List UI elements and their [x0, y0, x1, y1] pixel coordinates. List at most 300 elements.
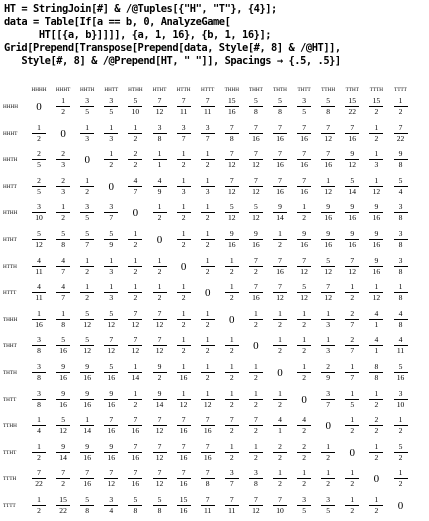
fraction-numerator: 3	[205, 122, 210, 132]
fraction-numerator: 1	[85, 175, 90, 185]
grid-cell-fraction	[271, 416, 289, 435]
fraction-denominator: 22	[35, 479, 43, 489]
grid-cell-fraction	[247, 416, 265, 435]
fraction-numerator: 9	[61, 362, 65, 371]
fraction-denominator: 11	[35, 293, 43, 303]
fraction-denominator: 16	[252, 133, 260, 143]
fraction-denominator: 5	[85, 213, 90, 223]
fraction-numerator: 9	[85, 441, 90, 451]
fraction-numerator: 1	[181, 282, 186, 292]
fraction-denominator: 8	[37, 346, 41, 356]
fraction-denominator: 2	[278, 452, 282, 462]
grid-cell-fraction	[126, 416, 144, 435]
fraction-denominator: 16	[300, 240, 308, 249]
fraction-numerator: 9	[229, 229, 234, 238]
fraction-denominator: 2	[229, 426, 234, 436]
fraction-denominator: 12	[83, 346, 91, 356]
fraction-numerator: 3	[398, 255, 403, 265]
fraction-numerator: 7	[302, 175, 306, 185]
column-header: HHHT	[55, 87, 71, 93]
grid-cell-fraction	[175, 230, 193, 249]
grid-cell-fraction	[102, 416, 120, 435]
fraction-numerator: 3	[157, 122, 162, 132]
grid-cell-fraction	[102, 363, 120, 382]
fraction-numerator: 1	[302, 362, 306, 371]
grid-cell-fraction	[30, 390, 48, 409]
fraction-numerator: 1	[253, 441, 258, 451]
row-header: HTHH	[3, 210, 18, 217]
grid-cell-fraction	[271, 150, 289, 169]
fraction-denominator: 10	[276, 506, 284, 515]
row-header: TTTT	[3, 503, 16, 509]
fraction-denominator: 16	[83, 452, 91, 462]
grid-cell-fraction	[54, 97, 72, 116]
grid-cell-fraction	[343, 390, 361, 409]
fraction-denominator: 5	[326, 506, 331, 515]
fraction-numerator: 4	[398, 308, 403, 318]
fraction-denominator: 5	[350, 399, 355, 409]
fraction-denominator: 8	[278, 107, 282, 116]
fraction-denominator: 16	[131, 452, 140, 462]
fraction-denominator: 8	[157, 133, 162, 143]
fraction-numerator: 9	[350, 202, 355, 212]
grid-cell-fraction	[295, 363, 313, 382]
fraction-numerator: 5	[398, 441, 403, 451]
fraction-numerator: 1	[350, 362, 355, 371]
fraction-numerator: 1	[278, 229, 282, 238]
fraction-numerator: 3	[181, 122, 186, 132]
fraction-denominator: 2	[181, 346, 186, 356]
grid-cell-fraction	[126, 230, 144, 249]
fraction-numerator: 5	[133, 495, 138, 504]
grid-cell-fraction	[247, 124, 265, 143]
fraction-denominator: 16	[300, 186, 308, 196]
grid-cell-fraction	[175, 496, 193, 515]
fraction-denominator: 7	[61, 293, 65, 303]
fraction-denominator: 2	[181, 213, 186, 223]
grid-cell-fraction	[54, 257, 72, 276]
grid-cell-fraction	[343, 177, 361, 196]
grid-cell-fraction	[126, 124, 144, 143]
fraction-numerator: 1	[133, 229, 138, 238]
fraction-denominator: 8	[37, 399, 41, 409]
grid-cell-fraction	[54, 390, 72, 409]
fraction-numerator: 7	[85, 468, 90, 478]
fraction-numerator: 7	[278, 149, 282, 159]
grid-cell-fraction	[392, 336, 410, 355]
fraction-numerator: 5	[61, 335, 65, 345]
fraction-denominator: 8	[398, 240, 403, 249]
grid-cell-fraction	[102, 390, 120, 409]
grid-cell-fraction	[271, 177, 289, 196]
fraction-numerator: 1	[326, 441, 331, 451]
fraction-denominator: 2	[326, 479, 331, 489]
fraction-denominator: 12	[228, 186, 236, 196]
column-header: TTHH	[321, 87, 336, 93]
column-header: THHH	[224, 87, 239, 93]
fraction-numerator: 1	[326, 175, 331, 185]
fraction-denominator: 7	[326, 399, 331, 409]
column-header: HHHH	[31, 87, 47, 93]
fraction-numerator: 1	[85, 415, 90, 425]
fraction-numerator: 7	[326, 149, 331, 159]
grid-cell-fraction	[295, 336, 313, 355]
fraction-denominator: 12	[107, 479, 116, 489]
fraction-numerator: 1	[205, 362, 210, 371]
grid-cell-fraction	[223, 177, 241, 196]
fraction-denominator: 8	[374, 373, 379, 382]
grid-cell-fraction	[151, 150, 169, 169]
fraction-numerator: 1	[181, 388, 186, 398]
fraction-denominator: 2	[374, 452, 379, 462]
fraction-numerator: 7	[181, 415, 186, 425]
fraction-denominator: 5	[302, 506, 306, 515]
grid-cell-fraction	[151, 283, 169, 302]
fraction-denominator: 2	[37, 506, 41, 515]
fraction-numerator: 3	[398, 229, 403, 238]
fraction-denominator: 7	[229, 479, 234, 489]
fraction-denominator: 2	[205, 319, 210, 329]
fraction-numerator: 7	[278, 175, 282, 185]
fraction-numerator: 2	[61, 149, 65, 159]
fraction-denominator: 2	[229, 293, 234, 303]
grid-cell-fraction	[78, 336, 96, 355]
fraction-numerator: 3	[109, 202, 114, 212]
grid-cell-fraction	[367, 203, 385, 222]
fraction-denominator: 12	[252, 186, 260, 196]
grid-cell-fraction	[126, 150, 144, 169]
grid-cell-zero: 0	[229, 313, 235, 326]
grid-cell-fraction	[392, 416, 410, 435]
grid-cell-fraction	[151, 443, 169, 462]
grid-cell-fraction	[295, 97, 313, 116]
fraction-numerator: 1	[181, 149, 186, 159]
grid-cell-fraction	[199, 310, 217, 329]
fraction-denominator: 11	[179, 107, 188, 116]
fraction-denominator: 7	[85, 240, 90, 249]
fraction-numerator: 5	[229, 202, 234, 212]
grid-cell-fraction	[319, 203, 337, 222]
fraction-numerator: 1	[253, 388, 258, 398]
grid-cell-fraction	[175, 390, 193, 409]
grid-cell-fraction	[151, 257, 169, 276]
fraction-numerator: 1	[302, 335, 306, 345]
fraction-denominator: 2	[398, 107, 403, 116]
fraction-numerator: 1	[374, 495, 379, 504]
fraction-numerator: 1	[109, 255, 114, 265]
grid-cell-fraction	[343, 150, 361, 169]
grid-cell-fraction	[175, 283, 193, 302]
fraction-denominator: 2	[229, 373, 234, 382]
column-header: THTH	[273, 87, 287, 93]
grid-cell-fraction	[175, 124, 193, 143]
fraction-numerator: 5	[109, 362, 114, 371]
fraction-denominator: 16	[276, 160, 284, 170]
fraction-denominator: 10	[131, 107, 140, 116]
grid-cell-fraction	[295, 124, 313, 143]
grid-cell-fraction	[78, 416, 96, 435]
grid-cell-fraction	[392, 283, 410, 302]
column-header: TTTT	[394, 87, 407, 93]
grid-cell-fraction	[223, 496, 241, 515]
fraction-denominator: 5	[302, 107, 306, 116]
fraction-numerator: 1	[181, 175, 186, 185]
fraction-numerator: 3	[37, 202, 41, 212]
fraction-numerator: 9	[109, 388, 114, 398]
grid-cell-fraction	[102, 496, 120, 515]
grid-cell-fraction	[247, 283, 265, 302]
fraction-denominator: 2	[61, 107, 65, 116]
grid-cell-fraction	[199, 416, 217, 435]
grid-cell-fraction	[102, 310, 120, 329]
grid-cell-fraction	[30, 203, 48, 222]
fraction-numerator: 1	[205, 149, 210, 159]
fraction-numerator: 1	[350, 415, 355, 425]
grid-cell-fraction	[319, 390, 337, 409]
fraction-denominator: 8	[61, 240, 65, 249]
fraction-denominator: 8	[253, 107, 258, 116]
grid-cell-fraction	[175, 469, 193, 488]
fraction-denominator: 2	[302, 452, 306, 462]
fraction-numerator: 5	[302, 282, 306, 292]
fraction-numerator: 1	[37, 495, 41, 504]
fraction-denominator: 2	[278, 319, 282, 329]
fraction-numerator: 1	[205, 255, 210, 265]
fraction-numerator: 9	[157, 388, 162, 398]
grid-cell-fraction	[319, 257, 337, 276]
fraction-numerator: 15	[348, 96, 357, 105]
grid-cell-fraction	[319, 443, 337, 462]
fraction-numerator: 1	[205, 175, 210, 185]
fraction-numerator: 5	[326, 255, 331, 265]
fraction-numerator: 9	[85, 388, 90, 398]
grid-cell-fraction	[151, 336, 169, 355]
grid-cell-fraction	[392, 124, 410, 143]
fraction-numerator: 15	[179, 495, 188, 504]
row-header: THTT	[3, 396, 17, 403]
fraction-numerator: 7	[326, 122, 331, 132]
grid-cell-fraction	[78, 230, 96, 249]
fraction-numerator: 3	[37, 388, 41, 398]
grid-cell-fraction	[54, 203, 72, 222]
fraction-denominator: 16	[107, 373, 116, 382]
fraction-denominator: 2	[133, 133, 138, 143]
fraction-denominator: 2	[205, 240, 210, 249]
grid-cell-fraction	[223, 150, 241, 169]
fraction-numerator: 5	[85, 335, 90, 345]
grid-cell-fraction	[175, 310, 193, 329]
fraction-denominator: 16	[228, 107, 236, 116]
fraction-numerator: 3	[302, 495, 306, 504]
fraction-denominator: 11	[228, 506, 236, 515]
fraction-numerator: 1	[61, 96, 65, 105]
fraction-denominator: 2	[374, 107, 379, 116]
fraction-numerator: 1	[374, 388, 379, 398]
column-header: TTTH	[369, 87, 384, 93]
grid-cell-fraction	[30, 336, 48, 355]
fraction-denominator: 2	[157, 293, 162, 303]
fraction-denominator: 2	[229, 452, 234, 462]
fraction-numerator: 3	[85, 96, 90, 105]
fraction-denominator: 11	[396, 346, 405, 356]
row-header: HHHT	[3, 130, 18, 137]
fraction-denominator: 2	[229, 346, 234, 356]
fraction-denominator: 16	[372, 213, 381, 223]
fraction-numerator: 3	[109, 96, 114, 105]
fraction-numerator: 7	[133, 468, 138, 478]
grid-cell-fraction	[199, 469, 217, 488]
fraction-numerator: 9	[350, 149, 355, 159]
fraction-denominator: 2	[398, 426, 403, 436]
code-line: data = Table[If[a == b, 0, AnalyzeGame[	[4, 16, 231, 28]
column-header: HHTH	[79, 87, 95, 93]
fraction-denominator: 3	[374, 160, 379, 170]
fraction-denominator: 16	[179, 426, 188, 436]
fraction-numerator: 7	[157, 96, 162, 105]
fraction-numerator: 4	[398, 335, 403, 345]
fraction-numerator: 1	[181, 308, 186, 318]
fraction-denominator: 16	[252, 240, 260, 249]
fraction-denominator: 2	[133, 240, 138, 249]
fraction-denominator: 2	[229, 399, 234, 409]
fraction-numerator: 7	[205, 96, 210, 105]
grid-cell-fraction	[271, 469, 289, 488]
fraction-numerator: 1	[109, 282, 114, 292]
fraction-denominator: 2	[133, 266, 138, 276]
grid-cell-fraction	[271, 203, 289, 222]
fraction-denominator: 3	[326, 346, 331, 356]
fraction-numerator: 1	[37, 308, 41, 318]
grid-cell-fraction	[30, 443, 48, 462]
fraction-denominator: 12	[59, 426, 67, 436]
grid-cell-fraction	[126, 443, 144, 462]
fraction-denominator: 14	[155, 399, 164, 409]
fraction-denominator: 12	[35, 240, 43, 249]
fraction-denominator: 12	[155, 107, 164, 116]
fraction-numerator: 1	[61, 202, 65, 212]
fraction-numerator: 1	[350, 282, 355, 292]
grid-cell-fraction	[271, 124, 289, 143]
fraction-denominator: 2	[253, 426, 258, 436]
grid-cell-zero: 0	[325, 420, 331, 433]
fraction-denominator: 3	[326, 319, 331, 329]
fraction-denominator: 8	[398, 293, 403, 303]
grid-cell-fraction	[78, 203, 96, 222]
code-input[interactable]	[4, 3, 426, 68]
grid-cell-fraction	[343, 469, 361, 488]
grid-cell-fraction	[392, 150, 410, 169]
fraction-numerator: 7	[326, 282, 331, 292]
grid-cell-fraction	[367, 124, 385, 143]
fraction-denominator: 16	[179, 452, 188, 462]
grid-cell-fraction	[175, 203, 193, 222]
fraction-denominator: 12	[203, 399, 212, 409]
fraction-denominator: 2	[229, 266, 234, 276]
fraction-denominator: 2	[85, 186, 90, 196]
grid-cell-fraction	[295, 469, 313, 488]
grid-cell-fraction	[102, 469, 120, 488]
grid-cell-fraction	[223, 203, 241, 222]
grid-cell-fraction	[199, 443, 217, 462]
grid-cell-fraction	[343, 124, 361, 143]
fraction-denominator: 12	[252, 213, 260, 223]
fraction-denominator: 16	[300, 160, 308, 170]
fraction-denominator: 16	[83, 479, 91, 489]
fraction-numerator: 15	[59, 495, 67, 504]
fraction-numerator: 1	[37, 122, 41, 132]
fraction-numerator: 9	[302, 229, 306, 238]
fraction-numerator: 7	[253, 149, 258, 159]
fraction-denominator: 2	[133, 160, 138, 170]
fraction-denominator: 2	[350, 506, 355, 515]
fraction-numerator: 5	[109, 229, 114, 238]
fraction-numerator: 4	[37, 255, 41, 265]
grid-cell-fraction	[126, 390, 144, 409]
grid-cell-fraction	[223, 469, 241, 488]
fraction-denominator: 14	[131, 373, 140, 382]
fraction-numerator: 1	[205, 388, 210, 398]
fraction-numerator: 9	[326, 229, 331, 238]
fraction-denominator: 12	[83, 319, 91, 329]
grid-cell-fraction	[367, 257, 385, 276]
fraction-numerator: 15	[372, 96, 381, 105]
fraction-denominator: 2	[374, 399, 379, 409]
grid-cell-fraction	[295, 230, 313, 249]
row-header: TTHH	[3, 423, 17, 430]
grid-cell-fraction	[343, 283, 361, 302]
grid-cell-fraction	[223, 336, 241, 355]
fraction-denominator: 8	[37, 373, 41, 382]
fraction-numerator: 5	[350, 175, 355, 185]
fraction-numerator: 9	[374, 202, 379, 212]
fraction-denominator: 12	[179, 399, 188, 409]
grid-cell-fraction	[343, 230, 361, 249]
fraction-numerator: 7	[205, 495, 210, 504]
grid-cell-fraction	[126, 496, 144, 515]
fraction-denominator: 10	[396, 399, 405, 409]
fraction-numerator: 7	[253, 282, 258, 292]
grid-cell-zero: 0	[349, 446, 356, 459]
fraction-numerator: 3	[85, 202, 90, 212]
fraction-denominator: 8	[229, 133, 234, 143]
fraction-denominator: 12	[276, 293, 284, 303]
grid-cell-fraction	[367, 443, 385, 462]
row-header: THTH	[3, 370, 17, 376]
fraction-numerator: 1	[229, 362, 234, 371]
grid-cell-fraction	[54, 310, 72, 329]
fraction-denominator: 16	[107, 399, 116, 409]
fraction-denominator: 12	[228, 160, 236, 170]
fraction-denominator: 16	[59, 399, 67, 409]
grid-cell-zero: 0	[204, 287, 211, 300]
fraction-denominator: 2	[278, 240, 282, 249]
grid-cell-fraction	[271, 230, 289, 249]
fraction-numerator: 2	[278, 441, 282, 451]
grid-cell-fraction	[247, 230, 265, 249]
grid-cell-fraction	[271, 496, 289, 515]
grid-cell-fraction	[295, 257, 313, 276]
fraction-numerator: 1	[205, 229, 210, 238]
grid-cell-fraction	[367, 336, 385, 355]
fraction-denominator: 3	[109, 293, 114, 303]
fraction-numerator: 2	[350, 308, 355, 318]
fraction-denominator: 12	[107, 319, 116, 329]
fraction-numerator: 1	[326, 308, 331, 318]
grid-cell-zero: 0	[301, 393, 307, 406]
grid-cell-fraction	[247, 469, 265, 488]
grid-cell-fraction	[151, 469, 169, 488]
fraction-denominator: 2	[302, 346, 306, 356]
